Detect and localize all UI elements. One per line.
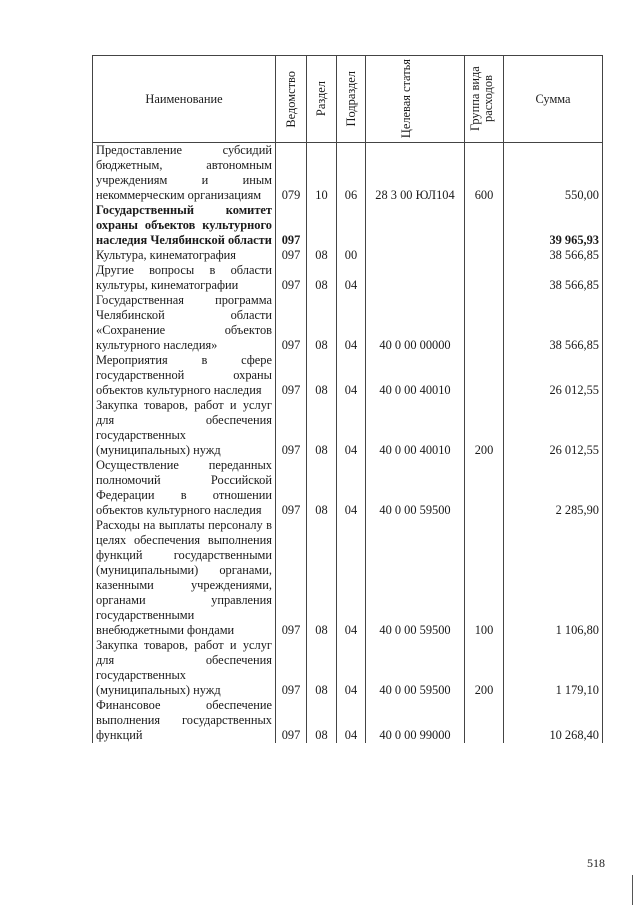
- row-target-article: 40 0 00 00000: [366, 293, 465, 353]
- row-sum: 38 566,85: [504, 248, 603, 263]
- header-target-article: Целевая статья: [399, 59, 413, 139]
- row-podrazdel: 04: [337, 518, 366, 638]
- table-row: [93, 398, 603, 458]
- row-sum: 1 106,80: [504, 518, 603, 638]
- row-target-article: [366, 263, 465, 293]
- row-sum: 1 179,10: [504, 638, 603, 698]
- row-podrazdel: [337, 203, 366, 248]
- table-row: [93, 293, 603, 353]
- row-razdel: 10: [307, 143, 337, 204]
- row-podrazdel: 00: [337, 248, 366, 263]
- page-number: 518: [587, 856, 605, 870]
- row-razdel: 08: [307, 353, 337, 398]
- header-expense-group: Группа вида расходов: [468, 66, 495, 132]
- row-sum: 26 012,55: [504, 398, 603, 458]
- row-razdel: 08: [307, 293, 337, 353]
- budget-table: [92, 55, 603, 743]
- row-name: Расходы на выплаты персоналу в целях обеспечения выполнения функций государственными (муниципальными) органами, казенными учреждениями, органами управления государственными внебюджетными фондами: [93, 518, 276, 638]
- table-row: [93, 638, 603, 698]
- row-target-article: [366, 203, 465, 248]
- margin-line: [632, 875, 633, 905]
- row-name: Закупка товаров, работ и услуг для обеспечения государственных (муниципальных) нужд: [93, 638, 276, 698]
- row-sum: 550,00: [504, 143, 603, 204]
- row-target-article: [366, 248, 465, 263]
- row-expense-group: [465, 293, 504, 353]
- row-expense-group: 200: [465, 398, 504, 458]
- row-vedomstvo: 097: [276, 293, 307, 353]
- table-row: [93, 518, 603, 638]
- row-name: Культура, кинематография: [93, 248, 276, 263]
- table-row: [93, 698, 603, 743]
- row-razdel: 08: [307, 518, 337, 638]
- row-podrazdel: 04: [337, 458, 366, 518]
- row-vedomstvo: 097: [276, 698, 307, 743]
- row-podrazdel: 04: [337, 263, 366, 293]
- row-razdel: 08: [307, 248, 337, 263]
- row-vedomstvo: 097: [276, 398, 307, 458]
- row-name: Мероприятия в сфере государственной охраны объектов культурного наследия: [93, 353, 276, 398]
- table-row: [93, 203, 603, 248]
- row-target-article: 40 0 00 59500: [366, 458, 465, 518]
- table-row: [93, 458, 603, 518]
- row-vedomstvo: 079: [276, 143, 307, 204]
- header-podrazdel: Подраздел: [343, 71, 358, 127]
- row-sum: 39 965,93: [504, 203, 603, 248]
- row-name: Государственный комитет охраны объектов культурного наследия Челябинской области: [93, 203, 276, 248]
- row-razdel: 08: [307, 638, 337, 698]
- table-row: [93, 353, 603, 398]
- header-sum: Сумма: [504, 56, 603, 143]
- row-podrazdel: 04: [337, 638, 366, 698]
- row-target-article: 40 0 00 99000: [366, 698, 465, 743]
- row-podrazdel: 04: [337, 353, 366, 398]
- row-vedomstvo: 097: [276, 458, 307, 518]
- row-vedomstvo: 097: [276, 263, 307, 293]
- row-target-article: 28 3 00 ЮЛ104: [366, 143, 465, 204]
- row-expense-group: 600: [465, 143, 504, 204]
- row-sum: 2 285,90: [504, 458, 603, 518]
- row-expense-group: [465, 248, 504, 263]
- table-row: [93, 263, 603, 293]
- row-name: Закупка товаров, работ и услуг для обеспечения государственных (муниципальных) нужд: [93, 398, 276, 458]
- row-expense-group: [465, 353, 504, 398]
- row-sum: 38 566,85: [504, 263, 603, 293]
- row-sum: 10 268,40: [504, 698, 603, 743]
- row-expense-group: 100: [465, 518, 504, 638]
- row-sum: 38 566,85: [504, 293, 603, 353]
- row-target-article: 40 0 00 40010: [366, 398, 465, 458]
- row-expense-group: [465, 698, 504, 743]
- header-razdel: Раздел: [314, 81, 328, 117]
- row-podrazdel: 04: [337, 293, 366, 353]
- row-vedomstvo: 097: [276, 248, 307, 263]
- row-expense-group: [465, 263, 504, 293]
- row-target-article: 40 0 00 59500: [366, 518, 465, 638]
- row-vedomstvo: 097: [276, 353, 307, 398]
- row-name: Государственная программа Челябинской области «Сохранение объектов культурного наследия»: [93, 293, 276, 353]
- row-vedomstvo: 097: [276, 518, 307, 638]
- row-sum: 26 012,55: [504, 353, 603, 398]
- row-razdel: 08: [307, 263, 337, 293]
- row-name: Другие вопросы в области культуры, кинематографии: [93, 263, 276, 293]
- row-target-article: 40 0 00 40010: [366, 353, 465, 398]
- table-row: [93, 248, 603, 263]
- table-header-row: [93, 56, 603, 143]
- row-name: Финансовое обеспечение выполнения государственных функций: [93, 698, 276, 743]
- row-target-article: 40 0 00 59500: [366, 638, 465, 698]
- row-expense-group: 200: [465, 638, 504, 698]
- row-razdel: 08: [307, 458, 337, 518]
- row-name: Предоставление субсидий бюджетным, автономным учреждениям и иным некоммерческим организациям: [93, 143, 276, 204]
- row-podrazdel: 04: [337, 398, 366, 458]
- row-vedomstvo: 097: [276, 638, 307, 698]
- header-name: Наименование: [93, 56, 276, 143]
- row-name: Осуществление переданных полномочий Российской Федерации в отношении объектов культурного наследия: [93, 458, 276, 518]
- table-body: [93, 143, 603, 744]
- row-vedomstvo: 097: [276, 203, 307, 248]
- row-podrazdel: 04: [337, 698, 366, 743]
- row-expense-group: [465, 458, 504, 518]
- row-razdel: 08: [307, 398, 337, 458]
- row-podrazdel: 06: [337, 143, 366, 204]
- row-razdel: 08: [307, 698, 337, 743]
- table-row: [93, 143, 603, 204]
- row-expense-group: [465, 203, 504, 248]
- header-vedomstvo: Ведомство: [283, 70, 298, 128]
- row-razdel: [307, 203, 337, 248]
